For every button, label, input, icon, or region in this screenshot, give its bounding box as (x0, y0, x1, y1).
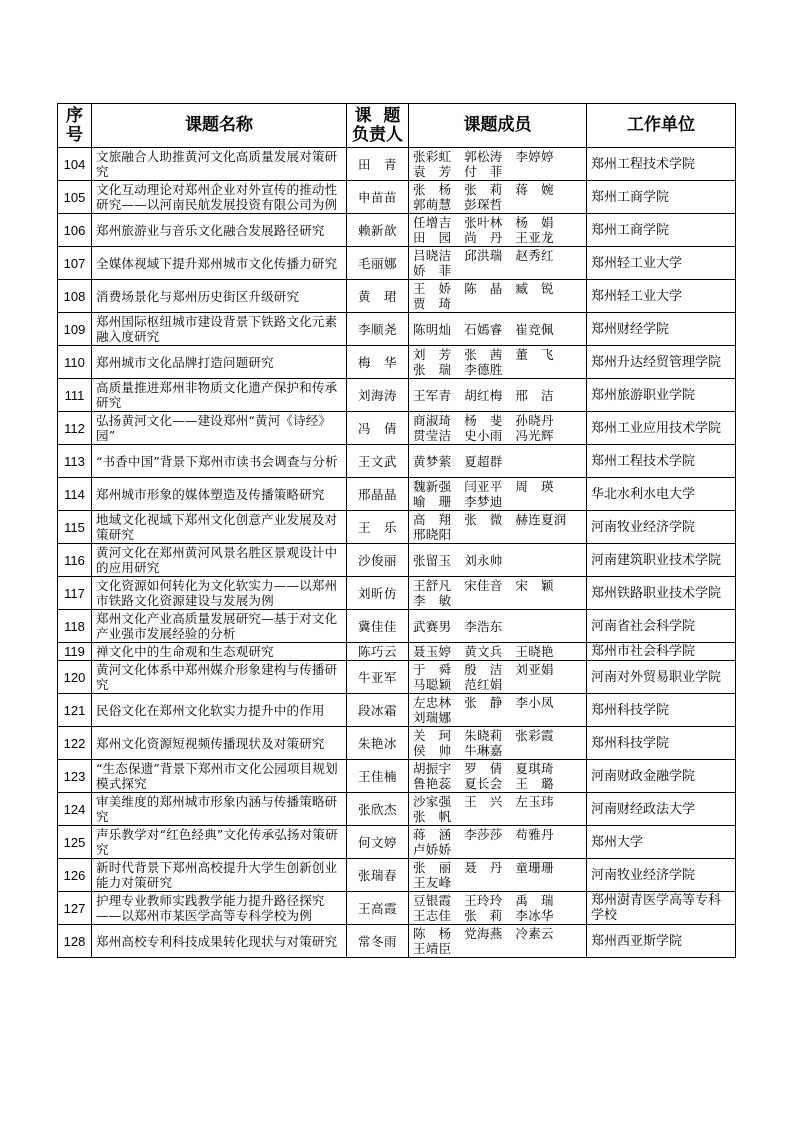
header-members: 课题成员 (409, 104, 587, 148)
work-unit: 郑州轻工业大学 (587, 247, 736, 280)
project-lead: 黄 珺 (347, 280, 409, 313)
row-number: 122 (58, 727, 92, 760)
table-row (58, 826, 736, 859)
project-title: “生态保遗”背景下郑州市文化公园项目规划模式探究 (92, 760, 347, 793)
project-title: 郑州文化资源短视频传播现状及对策研究 (92, 727, 347, 760)
project-members: 王 娇 陈 晶 臧 锐 贾 琦 (409, 280, 587, 313)
project-title: 黄河文化体系中郑州媒介形象建构与传播研究 (92, 661, 347, 694)
project-lead: 申苗苗 (347, 181, 409, 214)
row-number: 112 (58, 412, 92, 445)
project-members: 张彩虹 郭松涛 李婷婷 袁 芳 付 菲 (409, 148, 587, 181)
project-members: 吕晓洁 邱洪瑞 赵秀红 娇 菲 (409, 247, 587, 280)
table-row (58, 727, 736, 760)
row-number: 118 (58, 610, 92, 643)
work-unit: 河南建筑职业技术学院 (587, 544, 736, 577)
project-lead: 刘昕仿 (347, 577, 409, 610)
row-number: 107 (58, 247, 92, 280)
row-number: 110 (58, 346, 92, 379)
project-lead: 王 乐 (347, 511, 409, 544)
work-unit: 郑州工商学院 (587, 214, 736, 247)
work-unit: 河南对外贸易职业学院 (587, 661, 736, 694)
project-title: 护理专业教师实践教学能力提升路径探究——以郑州市某医学高等专科学校为例 (92, 892, 347, 925)
row-number: 108 (58, 280, 92, 313)
project-members: 聂玉婷 黄文兵 王晓艳 (409, 643, 587, 661)
project-members: 武赛男 李浩东 (409, 610, 587, 643)
row-number: 114 (58, 478, 92, 511)
table-row (58, 148, 736, 181)
project-lead: 陈巧云 (347, 643, 409, 661)
table-row (58, 544, 736, 577)
work-unit: 河南牧业经济学院 (587, 511, 736, 544)
work-unit: 郑州科技学院 (587, 727, 736, 760)
table-row (58, 661, 736, 694)
row-number: 109 (58, 313, 92, 346)
project-members: 陈 杨 党海燕 冷素云 王靖臣 (409, 925, 587, 958)
project-list-page (57, 103, 736, 958)
project-lead: 牛亚军 (347, 661, 409, 694)
project-members: 商淑琦 杨 斐 孙晓丹 贯莹洁 史小雨 冯光辉 (409, 412, 587, 445)
header-number: 序 号 (58, 104, 92, 148)
project-lead: 毛丽娜 (347, 247, 409, 280)
project-lead: 张欣杰 (347, 793, 409, 826)
work-unit: 郑州市社会科学院 (587, 643, 736, 661)
project-title: 高质量推进郑州非物质文化遗产保护和传承研究 (92, 379, 347, 412)
work-unit: 华北水利水电大学 (587, 478, 736, 511)
table-row (58, 793, 736, 826)
project-members: 黄梦萦 夏超群 (409, 445, 587, 478)
table-row (58, 511, 736, 544)
row-number: 119 (58, 643, 92, 661)
work-unit: 郑州升达经贸管理学院 (587, 346, 736, 379)
table-row (58, 280, 736, 313)
row-number: 111 (58, 379, 92, 412)
table-row (58, 892, 736, 925)
project-table (57, 103, 736, 958)
project-members: 左忠林 张 静 李小凤 刘瑞娜 (409, 694, 587, 727)
project-title: 地域文化视域下郑州文化创意产业发展及对策研究 (92, 511, 347, 544)
project-lead: 冀佳佳 (347, 610, 409, 643)
project-members: 张 丽 聂 丹 童珊珊 王友峰 (409, 859, 587, 892)
project-members: 魏新强 闫亚平 周 瑛 喻 珊 李梦迪 (409, 478, 587, 511)
project-members: 关 珂 朱晓莉 张彩霞 侯 帅 牛琳嘉 (409, 727, 587, 760)
row-number: 125 (58, 826, 92, 859)
row-number: 120 (58, 661, 92, 694)
work-unit: 郑州西亚斯学院 (587, 925, 736, 958)
project-title: 新时代背景下郑州高校提升大学生创新创业能力对策研究 (92, 859, 347, 892)
row-number: 121 (58, 694, 92, 727)
table-row (58, 313, 736, 346)
project-members: 豆银霞 王玲玲 禹 瑞 王志佳 张 莉 李冰华 (409, 892, 587, 925)
project-title: 郑州国际枢纽城市建设背景下铁路文化元素融入度研究 (92, 313, 347, 346)
project-title: 郑州文化产业高质量发展研究—基于对文化产业强市发展经验的分析 (92, 610, 347, 643)
project-lead: 王文武 (347, 445, 409, 478)
project-lead: 李顺尧 (347, 313, 409, 346)
table-row (58, 643, 736, 661)
project-lead: 刘海涛 (347, 379, 409, 412)
work-unit: 河南财经政法大学 (587, 793, 736, 826)
header-lead: 课 题 负责人 (347, 104, 409, 148)
project-members: 任增吉 张叶林 杨 娟 田 园 尚 丹 王亚龙 (409, 214, 587, 247)
table-row (58, 379, 736, 412)
project-title: 郑州城市形象的媒体塑造及传播策略研究 (92, 478, 347, 511)
project-title: 全媒体视域下提升郑州城市文化传播力研究 (92, 247, 347, 280)
row-number: 128 (58, 925, 92, 958)
project-title: 审美维度的郑州城市形象内涵与传播策略研究 (92, 793, 347, 826)
row-number: 117 (58, 577, 92, 610)
project-members: 高 翔 张 微 赫连夏润 邢晓阳 (409, 511, 587, 544)
project-lead: 常冬雨 (347, 925, 409, 958)
project-title: 郑州旅游业与音乐文化融合发展路径研究 (92, 214, 347, 247)
work-unit: 郑州工商学院 (587, 181, 736, 214)
row-number: 126 (58, 859, 92, 892)
work-unit: 河南牧业经济学院 (587, 859, 736, 892)
project-title: “书香中国”背景下郑州市读书会调查与分析 (92, 445, 347, 478)
project-lead: 朱艳冰 (347, 727, 409, 760)
project-lead: 段冰霜 (347, 694, 409, 727)
table-header-row (58, 104, 736, 148)
row-number: 116 (58, 544, 92, 577)
project-lead: 王高霞 (347, 892, 409, 925)
work-unit: 河南省社会科学院 (587, 610, 736, 643)
project-title: 消费场景化与郑州历史街区升级研究 (92, 280, 347, 313)
row-number: 123 (58, 760, 92, 793)
work-unit: 郑州工业应用技术学院 (587, 412, 736, 445)
row-number: 104 (58, 148, 92, 181)
project-title: 黄河文化在郑州黄河风景名胜区景观设计中的应用研究 (92, 544, 347, 577)
table-row (58, 760, 736, 793)
work-unit: 郑州旅游职业学院 (587, 379, 736, 412)
work-unit: 郑州科技学院 (587, 694, 736, 727)
row-number: 105 (58, 181, 92, 214)
table-row (58, 214, 736, 247)
table-row (58, 181, 736, 214)
row-number: 106 (58, 214, 92, 247)
project-members: 于 舜 殷 洁 刘亚娟 马聪颖 范红娟 (409, 661, 587, 694)
table-row (58, 412, 736, 445)
project-members: 张 杨 张 莉 蒋 婉 郭萌慧 彭琛哲 (409, 181, 587, 214)
table-row (58, 694, 736, 727)
work-unit: 河南财政金融学院 (587, 760, 736, 793)
project-members: 蒋 涵 李莎莎 苟雅丹 卢娇娇 (409, 826, 587, 859)
project-lead: 何文婷 (347, 826, 409, 859)
row-number: 115 (58, 511, 92, 544)
table-row (58, 577, 736, 610)
table-row (58, 610, 736, 643)
project-members: 刘 芳 张 茜 董 飞 张 瑞 李德胜 (409, 346, 587, 379)
project-lead: 沙俊丽 (347, 544, 409, 577)
table-row (58, 445, 736, 478)
project-members: 沙家强 王 兴 左玉玮 张 帆 (409, 793, 587, 826)
table-row (58, 925, 736, 958)
project-title: 禅文化中的生命观和生态观研究 (92, 643, 347, 661)
project-lead: 张瑞春 (347, 859, 409, 892)
project-members: 王军青 胡红梅 邢 洁 (409, 379, 587, 412)
table-row (58, 346, 736, 379)
project-lead: 邢晶晶 (347, 478, 409, 511)
work-unit: 郑州财经学院 (587, 313, 736, 346)
header-title: 课题名称 (92, 104, 347, 148)
work-unit: 郑州大学 (587, 826, 736, 859)
project-lead: 冯 倩 (347, 412, 409, 445)
project-title: 文旅融合人助推黄河文化高质量发展对策研究 (92, 148, 347, 181)
project-lead: 赖新歆 (347, 214, 409, 247)
project-title: 民俗文化在郑州文化软实力提升中的作用 (92, 694, 347, 727)
table-row (58, 247, 736, 280)
project-title: 声乐教学对“红色经典”文化传承弘扬对策研究 (92, 826, 347, 859)
project-lead: 王佳楠 (347, 760, 409, 793)
table-row (58, 859, 736, 892)
row-number: 127 (58, 892, 92, 925)
table-row (58, 478, 736, 511)
header-unit: 工作单位 (587, 104, 736, 148)
work-unit: 郑州工程技术学院 (587, 148, 736, 181)
row-number: 113 (58, 445, 92, 478)
project-title: 郑州城市文化品牌打造问题研究 (92, 346, 347, 379)
project-lead: 田 青 (347, 148, 409, 181)
project-members: 胡振宇 罗 倩 夏琪琦 鲁艳蕊 夏长会 王 璐 (409, 760, 587, 793)
project-title: 文化互动理论对郑州企业对外宣传的推动性研究——以河南民航发展投资有限公司为例 (92, 181, 347, 214)
project-members: 王舒凡 宋佳音 宋 颖 李 敏 (409, 577, 587, 610)
work-unit: 郑州轻工业大学 (587, 280, 736, 313)
work-unit: 郑州工程技术学院 (587, 445, 736, 478)
project-lead: 梅 华 (347, 346, 409, 379)
work-unit: 郑州铁路职业技术学院 (587, 577, 736, 610)
project-title: 文化资源如何转化为文化软实力——以郑州市铁路文化资源建设与发展为例 (92, 577, 347, 610)
row-number: 124 (58, 793, 92, 826)
project-title: 郑州高校专利科技成果转化现状与对策研究 (92, 925, 347, 958)
project-title: 弘扬黄河文化——建设郑州“黄河《诗经》园” (92, 412, 347, 445)
work-unit: 郑州澍青医学高等专科学校 (587, 892, 736, 925)
project-members: 陈明灿 石嫣睿 崔竞佩 (409, 313, 587, 346)
project-members: 张留玉 刘永帅 (409, 544, 587, 577)
